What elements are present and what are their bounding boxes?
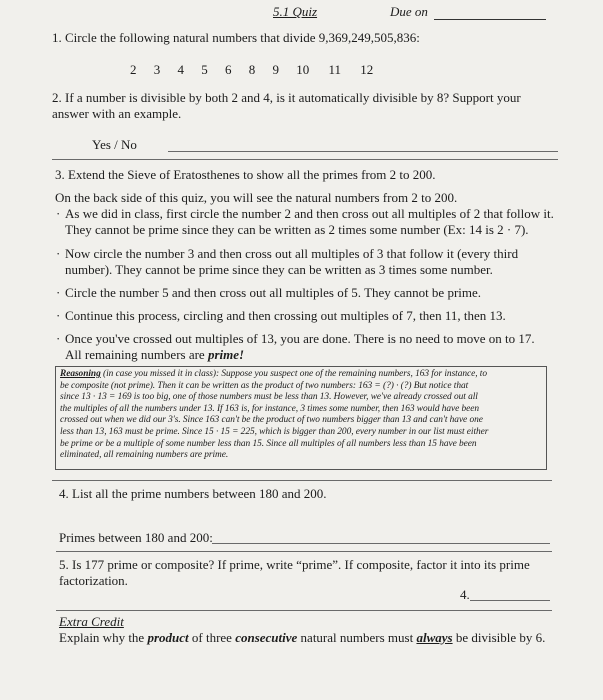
quiz-title: 5.1 Quiz <box>273 4 318 19</box>
due-on-text: Due on <box>390 4 428 19</box>
step-5-text: All remaining numbers are <box>65 347 208 362</box>
question-5-answer-number: 4. <box>460 587 470 602</box>
divider <box>52 480 552 481</box>
number-option[interactable]: 11 <box>328 62 342 77</box>
due-date-blank[interactable] <box>434 19 546 20</box>
number-option[interactable]: 2 <box>130 62 137 77</box>
question-2-line-1: 2. If a number is divisible by both 2 and 4, is it automatically divisible by 8? Support your <box>52 90 521 105</box>
question-5-line-2: factorization. <box>59 573 128 588</box>
bullet-marker: · <box>56 285 61 300</box>
primes-answer-line[interactable] <box>212 543 550 544</box>
reasoning-line: eliminated, all remaining numbers are prime. <box>60 450 229 461</box>
step-4: Continue this process, circling and then crossing out multiples of 7, then 11, then 13. <box>65 308 506 323</box>
divider <box>56 610 552 611</box>
step-1-line-2: They cannot be prime since they can be written as 2 times some number (Ex: 14 is 2 · 7). <box>65 222 529 237</box>
number-option[interactable]: 3 <box>153 62 161 77</box>
question-1-numbers <box>130 62 387 78</box>
extra-text: Explain why the <box>59 630 148 645</box>
reasoning-text: (in case you missed it in class): Suppose you suspect one of the remaining numbers, 163 for instance, to <box>100 369 487 379</box>
extra-text: be divisible by 6. <box>452 630 546 645</box>
question-2-line-2: answer with an example. <box>52 106 182 121</box>
extra-text: natural numbers must <box>297 630 417 645</box>
reasoning-label: Reasoning <box>60 369 101 379</box>
step-5-line-1: Once you've crossed out multiples of 13, you are done. There is no need to move on to 17. <box>65 331 535 346</box>
divider <box>56 551 552 552</box>
due-on-label <box>390 4 546 20</box>
question-4-text: 4. List all the prime numbers between 180 and 200. <box>59 486 327 501</box>
number-option[interactable]: 8 <box>248 62 256 77</box>
step-1-line-1: As we did in class, first circle the number 2 and then cross out all multiples of 2 that follow it. <box>65 206 554 221</box>
yes-no-choice[interactable]: Yes / No <box>92 137 137 152</box>
bullet-marker: · <box>56 206 61 221</box>
reasoning-line: crossed out when we did our 3's. Since 163 can't be the product of two numbers bigger than 13 and can't have one <box>60 415 483 426</box>
extra-text: of three <box>188 630 236 645</box>
reasoning-line: less than 13, 163 must be prime. Since 15 · 15 = 225, which is bigger than 200, every number in our list must either <box>60 426 489 437</box>
primes-answer-label: Primes between 180 and 200: <box>59 530 213 545</box>
question-5-answer-line[interactable] <box>470 600 550 601</box>
step-5-line-2 <box>65 347 244 363</box>
bullet-marker: · <box>56 331 61 346</box>
step-2-line-2: number). They cannot be prime since they can be written as 3 times some number. <box>65 262 493 277</box>
number-option[interactable]: 6 <box>225 62 232 77</box>
consecutive-emphasis: consecutive <box>235 630 298 645</box>
step-3: Circle the number 5 and then cross out all multiples of 5. They cannot be prime. <box>65 285 482 300</box>
step-2-line-1: Now circle the number 3 and then cross out all multiples of 3 that follow it (every third <box>65 246 519 261</box>
bullet-marker: · <box>56 308 61 323</box>
reasoning-line <box>60 369 542 381</box>
product-emphasis: product <box>147 630 189 645</box>
number-option[interactable]: 9 <box>272 62 279 77</box>
bullet-marker: · <box>56 246 61 261</box>
reasoning-line: be composite (not prime). Then it can be written as the product of two numbers: 163 = (?) · (?) But notice that <box>60 380 469 391</box>
always-emphasis: always <box>416 630 453 645</box>
reasoning-line: since 13 · 13 = 169 is too big, one of those numbers must be less than 13. However, we've already crossed out all <box>60 392 478 403</box>
question-2-answer-line[interactable] <box>168 151 558 152</box>
reasoning-line: be prime or be a multiple of some number less than 15. Since all multiples of all numbers less than 15 have been <box>60 438 477 449</box>
number-option[interactable]: 5 <box>201 62 208 77</box>
extra-credit-title: Extra Credit <box>59 614 124 629</box>
prime-emphasis: prime! <box>207 347 245 362</box>
question-3-intro: On the back side of this quiz, you will see the natural numbers from 2 to 200. <box>55 190 458 205</box>
question-3-title: 3. Extend the Sieve of Eratosthenes to show all the primes from 2 to 200. <box>55 167 436 182</box>
divider <box>52 159 558 160</box>
extra-credit-text <box>59 630 545 646</box>
question-5-line-1: 5. Is 177 prime or composite? If prime, write “prime”. If composite, factor it into its prime <box>59 557 530 572</box>
question-1-text: 1. Circle the following natural numbers that divide 9,369,249,505,836: <box>52 30 420 45</box>
number-option[interactable]: 12 <box>360 62 374 77</box>
reasoning-line: the multiples of all the numbers under 13. If 163 is, for instance, 3 times some number, then 163 would have been <box>60 403 480 414</box>
number-option[interactable]: 10 <box>296 62 310 77</box>
number-option[interactable]: 4 <box>177 62 184 77</box>
reasoning-box <box>55 366 547 470</box>
